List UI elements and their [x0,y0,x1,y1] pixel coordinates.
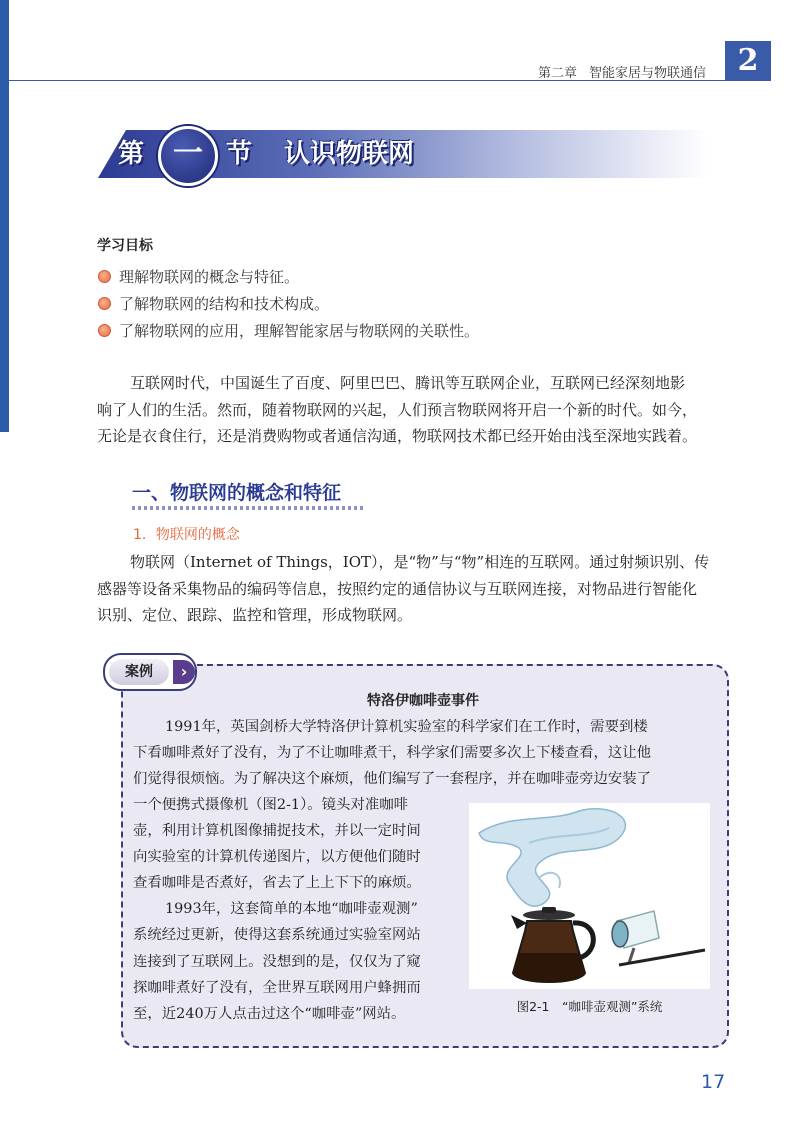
definition-paragraph [97,549,731,629]
definition-line: 感器等设备采集物品的编码等信息，按照约定的通信协议与互联网连接，对物品进行智能化 [97,579,698,598]
pot-coffee [513,953,585,982]
goals-title: 学习目标 [97,238,153,254]
case-line: 下看咖啡煮好了没有，为了不让咖啡煮干，科学家们需要多次上下楼查看，这让他 [133,745,652,762]
case-line: 向实验室的计算机传递图片，以方便他们随时 [133,849,421,866]
camera-stand [629,948,634,963]
coffee-pot-figure [469,803,710,989]
definition-line: 识别、定位、跟踪、监控和管理，形成物联网。 [97,606,413,625]
chevron-right-icon: › [173,660,195,684]
case-text-narrow [133,792,453,1027]
figure-caption: 图2-1 “咖啡壶观测”系统 [516,999,663,1014]
goal-item [98,266,299,287]
case-line: 1991年，英国剑桥大学特洛伊计算机实验室的科学家们在工作时，需要到楼 [165,719,648,735]
case-line: 连接到了互联网上。没想到的是，仅仅为了窥 [133,953,421,970]
intro-line: 响了人们的生活。然而，随着物联网的兴起，人们预言物联网将开启一个新的时代。如今， [97,400,698,419]
intro-line: 无论是衣食住行，还是消费购物或者通信沟通，物联网技术都已经开始由浅至深地实践着。 [97,427,698,446]
bullet-dot-icon [98,270,111,283]
case-line: 查看咖啡是否煮好，省去了上上下下的麻烦。 [133,875,421,892]
camera-lens [612,921,628,947]
running-header [538,62,706,81]
banner-di: 第 [118,139,145,169]
case-line: 探咖啡煮好了没有，全世界互联网用户蜂拥而 [133,979,421,996]
coffee-pot-camera-illustration [469,803,710,989]
case-line: 系统经过更新，使得这套系统通过实验室网站 [133,927,421,944]
case-text-full [133,714,713,792]
goal-item [98,320,479,341]
chapter-number-tab: 2 [725,41,771,81]
chapter-label: 第二章 [537,66,577,81]
subsection-heading: 1．物联网的概念 [133,527,240,543]
page-number: 17 [701,1071,726,1093]
case-line: 至，近240万人点击过这个“咖啡壶”网站。 [133,1005,406,1022]
case-line: 1993年，这套简单的本地“咖啡壶观测” [165,901,418,918]
case-line: 壶，利用计算机图像捕捉技术，并以一定时间 [133,823,421,840]
steam-shape [479,809,625,906]
pot-spout [511,915,527,929]
intro-paragraph [97,370,731,450]
goal-text: 了解物联网的应用，理解智能家居与物联网的关联性。 [119,322,480,340]
intro-line: 互联网时代，中国诞生了百度、阿里巴巴、腾讯等互联网企业，互联网已经深刻地影 [130,374,686,392]
case-line: 一个便携式摄像机（图2-1）。镜头对准咖啡 [133,797,409,813]
goal-text: 理解物联网的概念与特征。 [119,268,300,286]
case-tag-label: 案例 [109,659,169,685]
bullet-dot-icon [98,324,111,337]
chapter-title: 智能家居与物联通信 [588,66,706,81]
definition-line: 物联网（Internet of Things，IOT），是“物”与“物”相连的互联网。通过射频识别、传 [130,553,710,571]
section-banner [98,128,708,182]
case-title: 特洛伊咖啡壶事件 [367,693,479,709]
heading-dotted-rule [132,506,366,510]
goal-item [98,293,329,314]
left-color-bar [0,0,9,432]
case-line: 们觉得很烦恼。为了解决这个麻烦，他们编写了一套程序，并在咖啡壶旁边安装了 [133,771,652,788]
banner-number-circle: 一 [158,126,218,186]
case-tag [103,653,197,691]
section-heading: 一、物联网的概念和特征 [132,482,342,504]
banner-title: 认识物联网 [284,139,415,169]
goal-text: 了解物联网的结构和技术构成。 [119,295,330,313]
bullet-dot-icon [98,297,111,310]
banner-jie: 节 [226,139,253,169]
pot-knob [542,907,556,913]
